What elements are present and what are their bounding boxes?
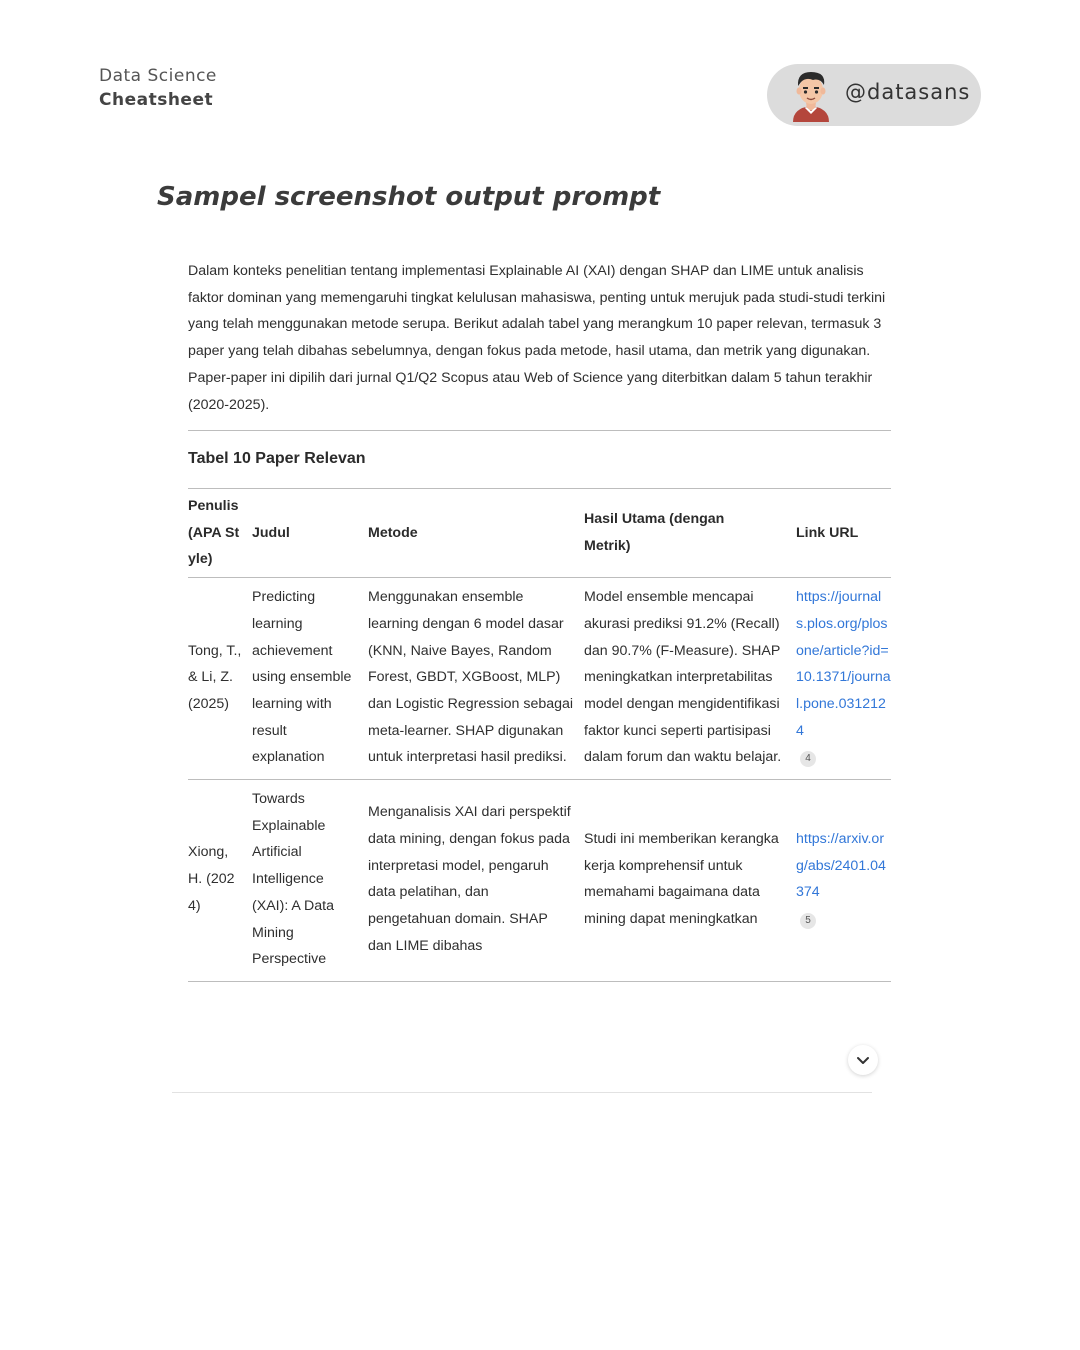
cell-result	[584, 780, 796, 982]
papers-table	[188, 489, 891, 982]
section-title: Sampel screenshot output prompt	[157, 182, 661, 212]
header-url	[796, 489, 891, 578]
intro-paragraph: Dalam konteks penelitian tentang implementasi Explainable AI (XAI) dengan SHAP dan LIME untuk analisis faktor dominan yang memengaruhi tingkat kelulusan mahasiswa, penting untuk merujuk pada studi-studi terkini yang telah menggunakan metode serupa. Berikut adalah tabel yang merangkum 10 paper relevan, termasuk 3 paper yang telah dibahas sebelumnya, dengan fokus pada metode, hasil utama, dan metrik yang digunakan. Paper-paper ini dipilih dari jurnal Q1/Q2 Scopus atau Web of Science yang diterbitkan dalam 5 tahun terakhir (2020-2025).	[188, 263, 886, 413]
table-row	[188, 578, 891, 780]
result-text: Studi ini memberikan kerangka kerja komprehensif untuk memahami bagaimana data mining dapat meningkatkan	[584, 831, 779, 928]
header-author	[188, 489, 252, 578]
brand-block	[99, 64, 217, 112]
table-title: Tabel 10 Paper Relevan	[188, 450, 366, 467]
cell-title	[252, 780, 368, 982]
chevron-down-icon	[856, 1053, 870, 1067]
chat-output-screenshot	[172, 250, 892, 1093]
result-text: Model ensemble mencapai akurasi prediksi 91.2% (Recall) dan 90.7% (F-Measure). SHAP meningkatkan interpretabilitas model dengan mengidentifikasi faktor kunci seperti partisipasi dalam forum dan waktu belajar.	[584, 589, 782, 766]
author-text: Xiong, H. (2024)	[188, 844, 235, 914]
handle-text[interactable]: @datasans	[845, 80, 971, 104]
bottom-fade	[172, 1023, 892, 1093]
method-text: Menggunakan ensemble learning dengan 6 model dasar (KNN, Naive Bayes, Random Forest, GBDT, XGBoost, MLP) dan Logistic Regression sebagai meta-learner. SHAP digunakan untuk interpretasi hasil prediksi.	[368, 589, 574, 766]
header-title-label: Judul	[252, 524, 290, 541]
header-author-label: Penulis (APA Style)	[188, 498, 240, 568]
brand-line-data-science: Data Science	[99, 66, 217, 86]
cell-title	[252, 578, 368, 780]
cell-result	[584, 578, 796, 780]
cell-author	[188, 578, 252, 780]
cartoon-man-avatar-icon	[789, 68, 833, 122]
header-url-label: Link URL	[796, 524, 859, 541]
cell-url	[796, 578, 891, 780]
cell-method	[368, 578, 584, 780]
header-method-label: Metode	[368, 524, 418, 541]
table-header-row	[188, 489, 891, 578]
scroll-down-button[interactable]	[848, 1045, 878, 1075]
title-text: Predicting learning achievement using ensemble learning with result explanation	[252, 589, 352, 766]
citation-badge[interactable]: 4	[800, 751, 816, 767]
method-text: Menganalisis XAI dari perspektif data mining, dengan fokus pada interpretasi model, pengaruh data pelatihan, dan pengetahuan domain. SHAP dan LIME dibahas	[368, 804, 571, 954]
divider	[188, 430, 891, 431]
cell-url	[796, 780, 891, 982]
author-text: Tong, T., & Li, Z. (2025)	[188, 642, 242, 712]
cell-author	[188, 780, 252, 982]
header-title	[252, 489, 368, 578]
header-result-label: Hasil Utama (dengan Metrik)	[584, 511, 725, 555]
cell-method	[368, 780, 584, 982]
header-method	[368, 489, 584, 578]
citation-badge[interactable]: 5	[800, 913, 816, 929]
paper-link[interactable]: https://arxiv.org/abs/2401.04374	[796, 831, 886, 901]
paper-link[interactable]: https://journals.plos.org/plosone/article?id=10.1371/journal.pone.0312124	[796, 589, 891, 739]
brand-line-cheatsheet: Cheatsheet	[99, 90, 214, 110]
header-result	[584, 489, 796, 578]
title-text: Towards Explainable Artificial Intelligence (XAI): A Data Mining Perspective	[252, 791, 335, 968]
handle-badge[interactable]	[767, 64, 981, 126]
table-row	[188, 780, 891, 982]
